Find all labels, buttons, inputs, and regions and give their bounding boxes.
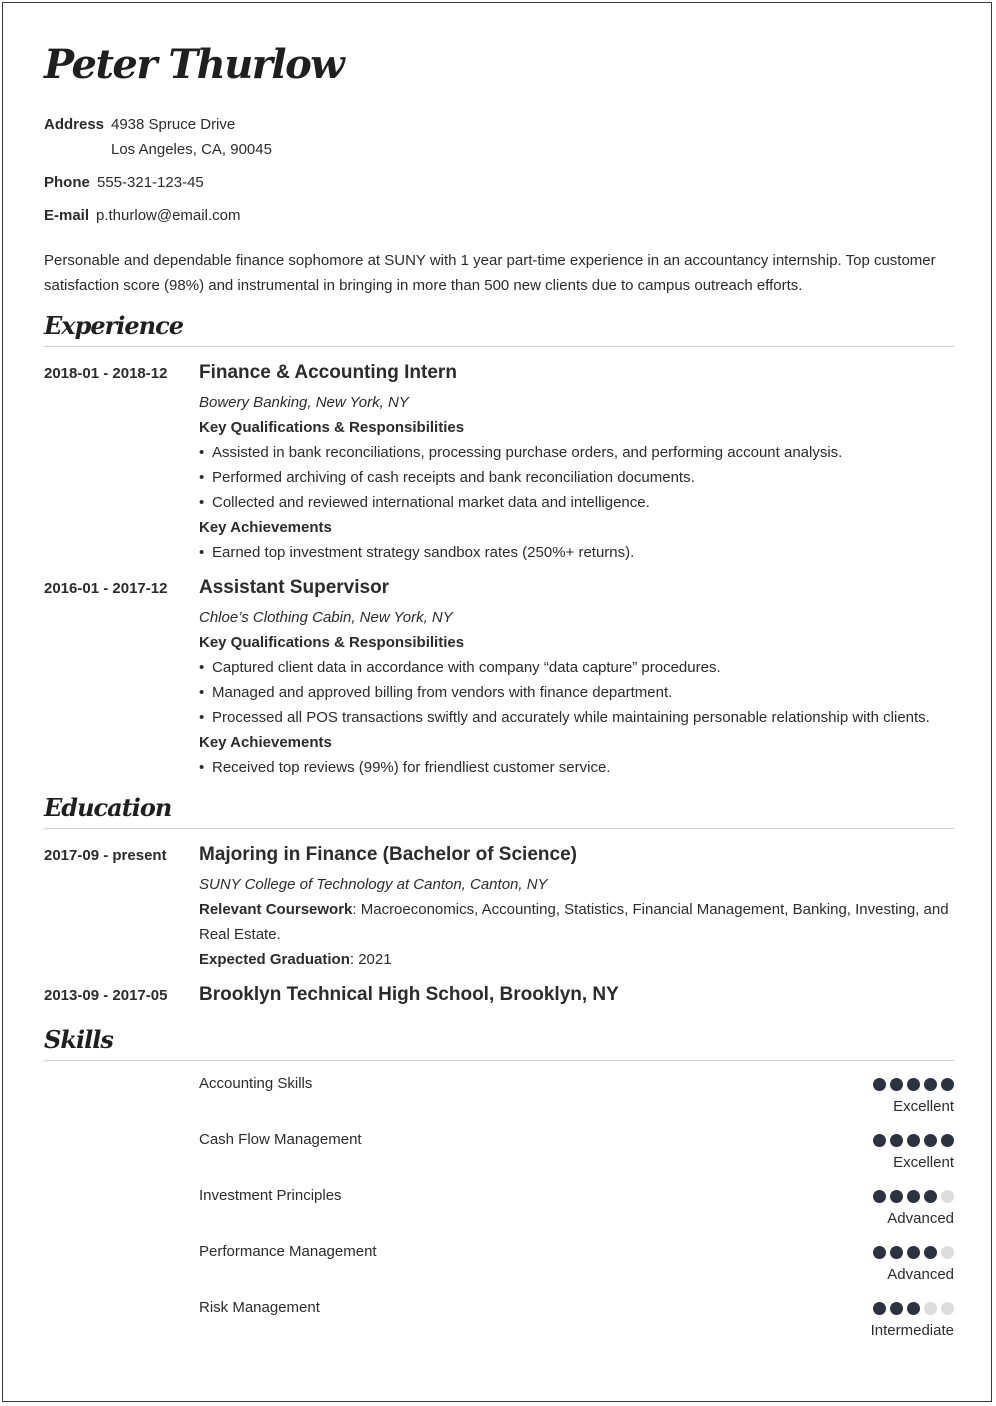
job-1-qual-2: • Performed archiving of cash receipts and bank reconciliation documents. <box>199 465 967 490</box>
job-1-ach-heading: Key Achievements <box>199 519 332 536</box>
skill-rating <box>873 1134 954 1147</box>
email-value: p.thurlow@email.com <box>96 207 241 224</box>
skills-divider <box>44 1060 954 1061</box>
rating-dot-filled <box>873 1190 886 1203</box>
rating-dot-filled <box>890 1190 903 1203</box>
skill-level: Intermediate <box>870 1322 954 1339</box>
skill-name: Investment Principles <box>199 1187 342 1204</box>
rating-dot-filled <box>924 1190 937 1203</box>
summary-text: Personable and dependable finance sophomore at SUNY with 1 year part-time experience in an accountancy internship. Top customer satisfaction score (98%) and instrumental in bringing in more than 500 new clients due to campus outreach efforts. <box>44 252 936 294</box>
phone-value: 555-321-123-45 <box>97 174 204 191</box>
edu-1-dates: 2017-09 - present <box>44 847 167 864</box>
rating-dot-empty <box>941 1190 954 1203</box>
edu-1-school: SUNY College of Technology at Canton, Canton, NY <box>199 876 548 893</box>
job-2-dates: 2016-01 - 2017-12 <box>44 580 168 597</box>
rating-dot-filled <box>890 1134 903 1147</box>
rating-dot-filled <box>907 1246 920 1259</box>
rating-dot-filled <box>873 1134 886 1147</box>
skill-level: Excellent <box>893 1154 954 1171</box>
rating-dot-filled <box>924 1246 937 1259</box>
edu-1-graduation <box>199 947 954 972</box>
job-2-ach-1: • Received top reviews (99%) for friendliest customer service. <box>199 755 967 780</box>
experience-divider <box>44 346 954 347</box>
rating-dot-filled <box>924 1134 937 1147</box>
job-1-qual-3: • Collected and reviewed international market data and intelligence. <box>199 490 967 515</box>
rating-dot-filled <box>890 1302 903 1315</box>
rating-dot-empty <box>941 1302 954 1315</box>
edu-2-dates: 2013-09 - 2017-05 <box>44 987 168 1004</box>
job-2-ach-heading: Key Achievements <box>199 734 332 751</box>
skill-name: Cash Flow Management <box>199 1131 362 1148</box>
rating-dot-filled <box>890 1246 903 1259</box>
rating-dot-filled <box>890 1078 903 1091</box>
candidate-name: Peter Thurlow <box>44 41 344 88</box>
job-2-company: Chloe’s Clothing Cabin, New York, NY <box>199 609 453 626</box>
skill-name: Performance Management <box>199 1243 377 1260</box>
skill-level: Advanced <box>887 1266 954 1283</box>
rating-dot-filled <box>873 1302 886 1315</box>
job-2-qual-1: • Captured client data in accordance with company “data capture” procedures. <box>199 655 967 680</box>
experience-heading: Experience <box>44 311 184 340</box>
coursework-label: Relevant Coursework <box>199 901 353 918</box>
job-2-qual-3: • Processed all POS transactions swiftly and accurately while maintaining personable relationship with clients. <box>199 705 967 730</box>
skill-rating <box>873 1302 954 1315</box>
skill-name: Risk Management <box>199 1299 320 1316</box>
skill-level: Advanced <box>887 1210 954 1227</box>
skill-rating <box>873 1078 954 1091</box>
coursework-text: : Macroeconomics, Accounting, Statistics, Financial Management, Banking, Investing, and <box>352 901 949 918</box>
job-1-qual-heading: Key Qualifications & Responsibilities <box>199 419 465 436</box>
resume-page <box>2 2 992 1402</box>
rating-dot-filled <box>907 1302 920 1315</box>
graduation-label: Expected Graduation <box>199 951 350 968</box>
address-label: Address <box>44 116 105 133</box>
rating-dot-filled <box>941 1078 954 1091</box>
rating-dot-filled <box>941 1134 954 1147</box>
job-1-title: Finance & Accounting Intern <box>199 362 457 383</box>
job-1-ach-1: • Earned top investment strategy sandbox rates (250%+ returns). <box>199 540 967 565</box>
job-2-title: Assistant Supervisor <box>199 577 390 598</box>
skill-rating <box>873 1246 954 1259</box>
rating-dot-empty <box>941 1246 954 1259</box>
edu-2-title: Brooklyn Technical High School, Brooklyn, NY <box>199 984 619 1005</box>
education-divider <box>44 828 954 829</box>
job-1-dates: 2018-01 - 2018-12 <box>44 365 168 382</box>
edu-1-title: Majoring in Finance (Bachelor of Science) <box>199 844 577 865</box>
rating-dot-filled <box>907 1190 920 1203</box>
skill-level: Excellent <box>893 1098 954 1115</box>
job-1-company: Bowery Banking, New York, NY <box>199 394 409 411</box>
rating-dot-filled <box>873 1078 886 1091</box>
email-label: E-mail <box>44 207 90 224</box>
job-2-qual-heading: Key Qualifications & Responsibilities <box>199 634 465 651</box>
graduation-value: : 2021 <box>349 951 392 968</box>
address-line-1: 4938 Spruce Drive <box>111 116 236 133</box>
address-block <box>44 112 104 137</box>
skill-rating <box>873 1190 954 1203</box>
job-1-qual-1: • Assisted in bank reconciliations, processing purchase orders, and performing account analysis. <box>199 440 967 465</box>
rating-dot-filled <box>907 1134 920 1147</box>
rating-dot-filled <box>873 1246 886 1259</box>
skills-heading: Skills <box>44 1025 113 1054</box>
job-2-qual-2: • Managed and approved billing from vendors with finance department. <box>199 680 967 705</box>
rating-dot-empty <box>924 1302 937 1315</box>
rating-dot-filled <box>924 1078 937 1091</box>
address-line-2: Los Angeles, CA, 90045 <box>111 141 272 158</box>
phone-label: Phone <box>44 174 90 191</box>
edu-1-coursework-cont: Real Estate. <box>199 926 281 943</box>
skill-name: Accounting Skills <box>199 1075 313 1092</box>
education-heading: Education <box>44 793 172 822</box>
edu-1-coursework <box>199 897 954 922</box>
rating-dot-filled <box>907 1078 920 1091</box>
